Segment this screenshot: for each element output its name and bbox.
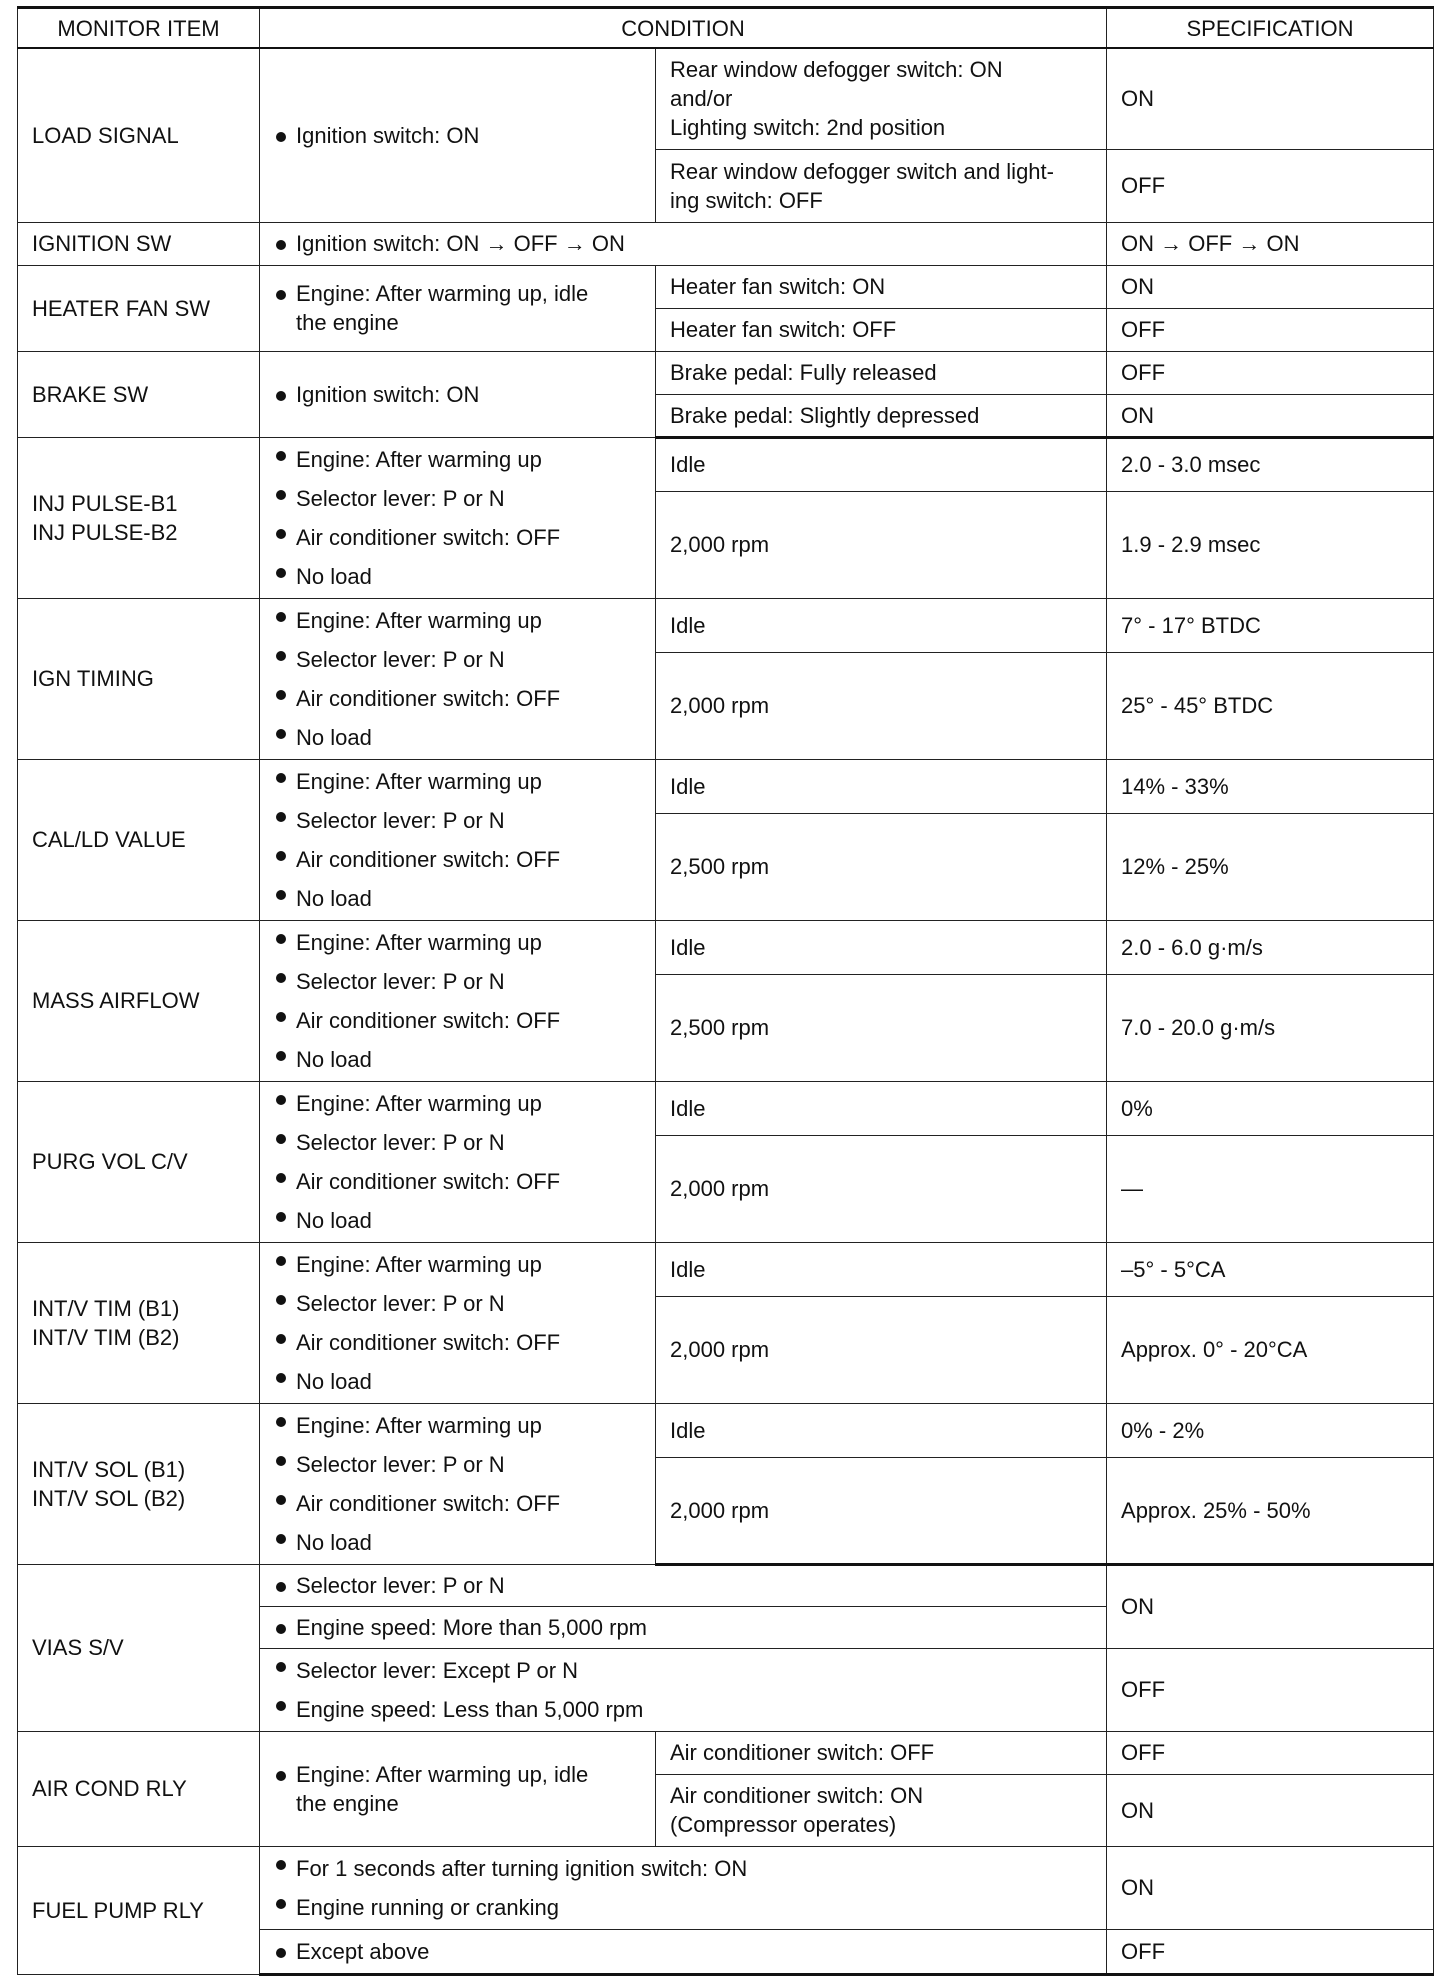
condition-bullet: Engine: After warming up <box>274 440 641 479</box>
specification: OFF <box>1107 1648 1434 1731</box>
condition <box>260 1403 656 1564</box>
sub-condition: Brake pedal: Slightly depressed <box>656 394 1107 437</box>
table-row <box>18 1731 1434 1774</box>
table-row <box>18 598 1434 653</box>
monitor-item <box>18 598 260 759</box>
condition-bullet: Selector lever: P or N <box>274 1123 641 1162</box>
condition-bullet: No load <box>274 879 641 918</box>
condition-bullet: Selector lever: P or N <box>274 1571 1092 1600</box>
sub-condition: Brake pedal: Fully released <box>656 351 1107 394</box>
header-row <box>18 8 1434 49</box>
standard-condition-rows <box>18 437 1434 1564</box>
condition-bullet: For 1 seconds after turning ignition switch: ON <box>274 1849 1092 1888</box>
condition-bullet: Engine running or cranking <box>274 1888 1092 1927</box>
table-row <box>18 265 1434 308</box>
condition-bullet: Selector lever: Except P or N <box>274 1651 1092 1690</box>
table-row <box>18 222 1434 265</box>
table-row <box>18 48 1434 149</box>
specification: Approx. 0° - 20°CA <box>1107 1297 1434 1404</box>
sub-condition: Idle <box>656 437 1107 492</box>
specification: 1.9 - 2.9 msec <box>1107 492 1434 599</box>
text-line: INJ PULSE-B2 <box>32 519 178 545</box>
condition <box>260 265 656 351</box>
text-line: Rear window defogger switch: ON <box>670 57 1003 83</box>
condition-bullet: Air conditioner switch: OFF <box>274 1484 641 1523</box>
specification: ON <box>1107 1846 1434 1929</box>
condition-bullet: No load <box>274 1201 641 1240</box>
monitor-item: LOAD SIGNAL <box>18 48 260 222</box>
table-row <box>18 920 1434 975</box>
condition-bullet: Selector lever: P or N <box>274 1445 641 1484</box>
specification: OFF <box>1107 1731 1434 1774</box>
condition-bullet <box>274 279 641 337</box>
table-row <box>18 351 1434 394</box>
specification: OFF <box>1107 351 1434 394</box>
text-line: Air conditioner switch: ON <box>670 1783 924 1808</box>
sub-condition: 2,000 rpm <box>656 492 1107 599</box>
sub-condition: Idle <box>656 1081 1107 1136</box>
monitor-item: BRAKE SW <box>18 351 260 437</box>
monitor-item: HEATER FAN SW <box>18 265 260 351</box>
condition-bullet: Selector lever: P or N <box>274 640 641 679</box>
condition-bullet: Selector lever: P or N <box>274 962 641 1001</box>
header-specification: SPECIFICATION <box>1107 8 1434 49</box>
monitor-item <box>18 920 260 1081</box>
monitor-item: VIAS S/V <box>18 1564 260 1731</box>
table-row <box>18 1564 1434 1606</box>
condition <box>260 1606 1107 1648</box>
text-line: Lighting switch: 2nd position <box>670 115 946 141</box>
specification: OFF <box>1107 149 1434 222</box>
sub-condition: Idle <box>656 759 1107 814</box>
condition <box>260 1242 656 1403</box>
sub-condition: Idle <box>656 1403 1107 1458</box>
specification: — <box>1107 1136 1434 1243</box>
text-line: CAL/LD VALUE <box>32 827 186 852</box>
table-row <box>18 437 1434 492</box>
header-monitor-item: MONITOR ITEM <box>18 8 260 49</box>
text-line: the engine <box>296 1790 399 1816</box>
sub-condition: Air conditioner switch: OFF <box>656 1731 1107 1774</box>
specification: 14% - 33% <box>1107 759 1434 814</box>
specification: 0% <box>1107 1081 1434 1136</box>
condition <box>260 437 656 598</box>
specification: 7° - 17° BTDC <box>1107 598 1434 653</box>
text-line: Engine: After warming up, idle <box>296 281 589 306</box>
monitor-item <box>18 759 260 920</box>
text-line: the engine <box>296 310 399 335</box>
table-row <box>18 1403 1434 1458</box>
text-line: Rear window defogger switch and light- <box>670 158 1054 184</box>
condition <box>260 351 656 437</box>
condition <box>260 759 656 920</box>
condition <box>260 1731 656 1846</box>
condition-bullet: Engine: After warming up <box>274 601 641 640</box>
monitor-item <box>18 1242 260 1403</box>
specification: Approx. 25% - 50% <box>1107 1458 1434 1565</box>
condition <box>260 48 656 222</box>
condition-bullet: No load <box>274 1362 641 1401</box>
header-condition: CONDITION <box>260 8 1107 49</box>
condition-bullet: Air conditioner switch: OFF <box>274 1162 641 1201</box>
specification: 25° - 45° BTDC <box>1107 653 1434 760</box>
text-line: MASS AIRFLOW <box>32 988 200 1013</box>
table-row <box>18 1846 1434 1929</box>
text-line: ing switch: OFF <box>670 187 823 213</box>
condition-bullet: Engine: After warming up <box>274 923 641 962</box>
specification: 0% - 2% <box>1107 1403 1434 1458</box>
specification: ON <box>1107 394 1434 437</box>
text-line: and/or <box>670 86 733 112</box>
condition-bullet: Engine speed: Less than 5,000 rpm <box>274 1690 1092 1729</box>
text-line: INT/V SOL (B2) <box>32 1485 186 1511</box>
condition <box>260 1648 1107 1731</box>
text-line: INJ PULSE-B1 <box>32 490 178 516</box>
text-line: PURG VOL C/V <box>32 1149 188 1174</box>
monitor-spec-table <box>17 6 1434 1976</box>
condition-bullet: Selector lever: P or N <box>274 479 641 518</box>
text-line: (Compressor operates) <box>670 1812 897 1837</box>
table-row <box>18 1242 1434 1297</box>
sub-condition: Idle <box>656 1242 1107 1297</box>
condition-bullet: Ignition switch: ON <box>274 380 641 409</box>
condition-bullet: Air conditioner switch: OFF <box>274 1323 641 1362</box>
text-line: INT/V TIM (B2) <box>32 1324 180 1350</box>
sub-condition: Idle <box>656 920 1107 975</box>
specification: 7.0 - 20.0 g·m/s <box>1107 975 1434 1082</box>
text-line: IGN TIMING <box>32 666 154 691</box>
specification: –5° - 5°CA <box>1107 1242 1434 1297</box>
condition-bullet: Engine: After warming up <box>274 1406 641 1445</box>
condition-bullet: Ignition switch: ON <box>274 121 641 150</box>
condition-bullet: Air conditioner switch: OFF <box>274 840 641 879</box>
condition-bullet: Selector lever: P or N <box>274 801 641 840</box>
specification: ON <box>1107 265 1434 308</box>
condition <box>260 598 656 759</box>
text-line: Engine: After warming up, idle <box>296 1761 589 1787</box>
specification: ON <box>1107 1774 1434 1846</box>
sub-condition: Idle <box>656 598 1107 653</box>
specification: 2.0 - 6.0 g·m/s <box>1107 920 1434 975</box>
condition-bullet: No load <box>274 1040 641 1079</box>
monitor-item <box>18 1081 260 1242</box>
text-line: INT/V SOL (B1) <box>32 1456 186 1482</box>
condition-bullet: Engine: After warming up <box>274 1084 641 1123</box>
table-row <box>18 1081 1434 1136</box>
sub-condition: 2,000 rpm <box>656 653 1107 760</box>
monitor-item: IGNITION SW <box>18 222 260 265</box>
condition-bullet: Air conditioner switch: OFF <box>274 679 641 718</box>
text-line: INT/V TIM (B1) <box>32 1295 180 1321</box>
condition-bullet: Except above <box>274 1937 1092 1966</box>
specification: OFF <box>1107 1929 1434 1974</box>
condition-bullet: Engine speed: More than 5,000 rpm <box>274 1613 1092 1642</box>
sub-condition: Heater fan switch: ON <box>656 265 1107 308</box>
monitor-item <box>18 1403 260 1564</box>
condition-bullet: No load <box>274 557 641 596</box>
sub-condition: 2,000 rpm <box>656 1136 1107 1243</box>
sub-condition <box>656 1774 1107 1846</box>
specification: ON <box>1107 48 1434 149</box>
condition <box>260 920 656 1081</box>
condition-bullet: Air conditioner switch: OFF <box>274 518 641 557</box>
condition-bullet: Selector lever: P or N <box>274 1284 641 1323</box>
condition <box>260 222 1107 265</box>
specification: ON → OFF → ON <box>1107 222 1434 265</box>
specification: 12% - 25% <box>1107 814 1434 921</box>
condition <box>260 1929 1107 1974</box>
specification: 2.0 - 3.0 msec <box>1107 437 1434 492</box>
specification: OFF <box>1107 308 1434 351</box>
table-row <box>18 759 1434 814</box>
monitor-item: FUEL PUMP RLY <box>18 1846 260 1974</box>
condition-bullet <box>274 1760 641 1818</box>
condition-bullet: Air conditioner switch: OFF <box>274 1001 641 1040</box>
sub-condition: Heater fan switch: OFF <box>656 308 1107 351</box>
sub-condition: 2,000 rpm <box>656 1297 1107 1404</box>
condition <box>260 1564 1107 1606</box>
monitor-item: AIR COND RLY <box>18 1731 260 1846</box>
condition-bullet: No load <box>274 1523 641 1562</box>
sub-condition: 2,000 rpm <box>656 1458 1107 1565</box>
condition-bullet: Engine: After warming up <box>274 1245 641 1284</box>
sub-condition <box>656 149 1107 222</box>
condition <box>260 1081 656 1242</box>
condition <box>260 1846 1107 1929</box>
condition-bullet: No load <box>274 718 641 757</box>
sub-condition <box>656 48 1107 149</box>
monitor-item <box>18 437 260 598</box>
sub-condition: 2,500 rpm <box>656 975 1107 1082</box>
condition-bullet: Engine: After warming up <box>274 762 641 801</box>
sub-condition: 2,500 rpm <box>656 814 1107 921</box>
specification: ON <box>1107 1564 1434 1648</box>
condition-bullet: Ignition switch: ON → OFF → ON <box>274 229 1092 258</box>
